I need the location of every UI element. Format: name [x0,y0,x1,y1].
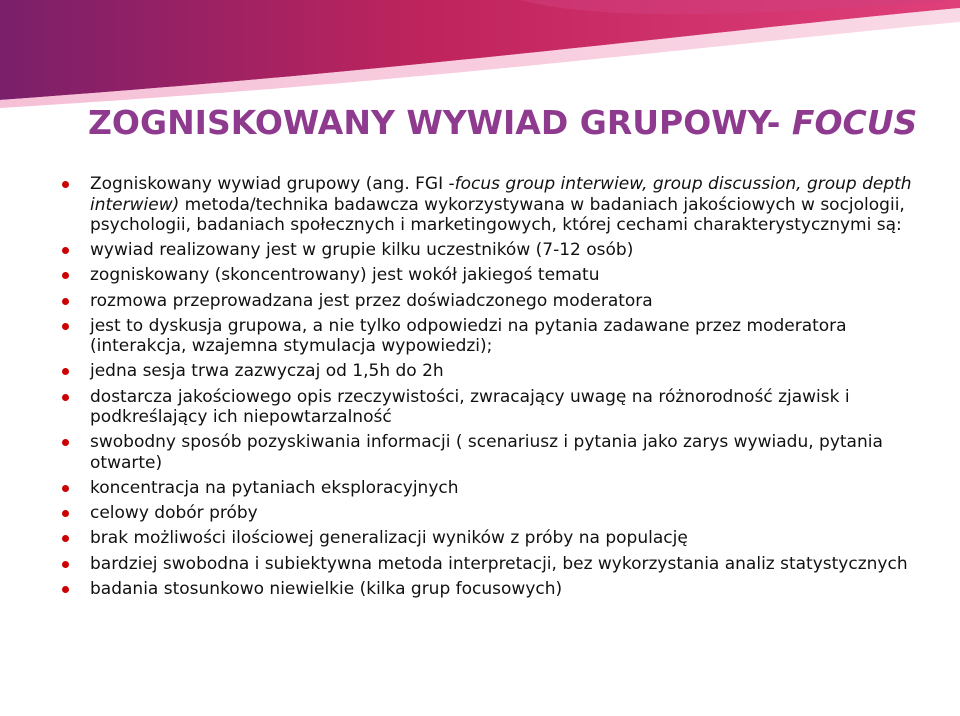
slide-title [88,103,917,142]
list-item-text: brak możliwości ilościowej generalizacji wyników z próby na populację [90,528,688,549]
list-item-intro [62,174,922,236]
list-item-text: wywiad realizowany jest w grupie kilku uczestników (7-12 osób) [90,240,634,261]
bullet-icon [62,181,69,188]
bullet-icon [62,368,69,375]
intro-text-2: metoda/technika badawcza wykorzystywana w badaniach jakościowych w socjologii, psychologii, badaniach społecznych i marketingowych, której cechami charakterystycznymi są: [90,194,905,235]
intro-text-1: Zogniskowany wywiad grupowy (ang. FGI - [90,174,455,194]
bullet-icon [62,323,69,330]
list-item-text: rozmowa przeprowadzana jest przez doświadczonego moderatora [90,290,653,311]
bullet-icon [62,247,69,254]
list-item [62,361,922,382]
title-focus: FOCUS [791,103,918,142]
list-item [62,387,922,428]
list-item [62,240,922,261]
bullet-icon [62,394,69,401]
decorative-banner [0,0,960,110]
bullet-icon [62,561,69,568]
list-item-text: zogniskowany (skoncentrowany) jest wokół jakiegoś tematu [90,265,600,286]
list-item [62,554,922,575]
list-item-text: jest to dyskusja grupowa, a nie tylko odpowiedzi na pytania zadawane przez moderatora (interakcja, wzajemna stymulacja wypowiedzi); [90,315,847,357]
list-item [62,478,922,499]
bullet-icon [62,298,69,305]
bullet-icon [62,510,69,517]
list-item [62,432,922,473]
intro-text-italic: focus group interwiew, group discussion, group depth interwiew) [90,174,912,215]
bullet-list [62,174,922,604]
bullet-icon [62,272,69,279]
title-main: ZOGNISKOWANY WYWIAD GRUPOWY- [88,103,792,142]
bullet-icon [62,485,69,492]
bullet-icon [62,586,69,593]
list-item [62,579,922,600]
list-item [62,503,922,524]
bullet-icon [62,439,69,446]
list-item [62,528,922,549]
list-item-text: koncentracja na pytaniach eksploracyjnych [90,478,459,498]
list-item-text: jedna sesja trwa zazwyczaj od 1,5h do 2h [90,361,444,382]
list-item [62,316,922,357]
list-item-text: celowy dobór próby [90,503,258,524]
list-item-text: bardziej swobodna i subiektywna metoda interpretacji, bez wykorzystania analiz statystycznych [90,553,908,574]
bullet-icon [62,535,69,542]
list-item-text: badania stosunkowo niewielkie (kilka grup focusowych) [90,578,563,599]
list-item [62,265,922,286]
list-item-text: swobodny sposób pozyskiwania informacji ( scenariusz i pytania jako zarys wywiadu, pytania otwarte) [90,432,883,473]
list-item [62,291,922,312]
list-item-text: dostarcza jakościowego opis rzeczywistości, zwracający uwagę na różnorodność zjawisk i podkreślający ich niepowtarzalność [90,386,850,428]
